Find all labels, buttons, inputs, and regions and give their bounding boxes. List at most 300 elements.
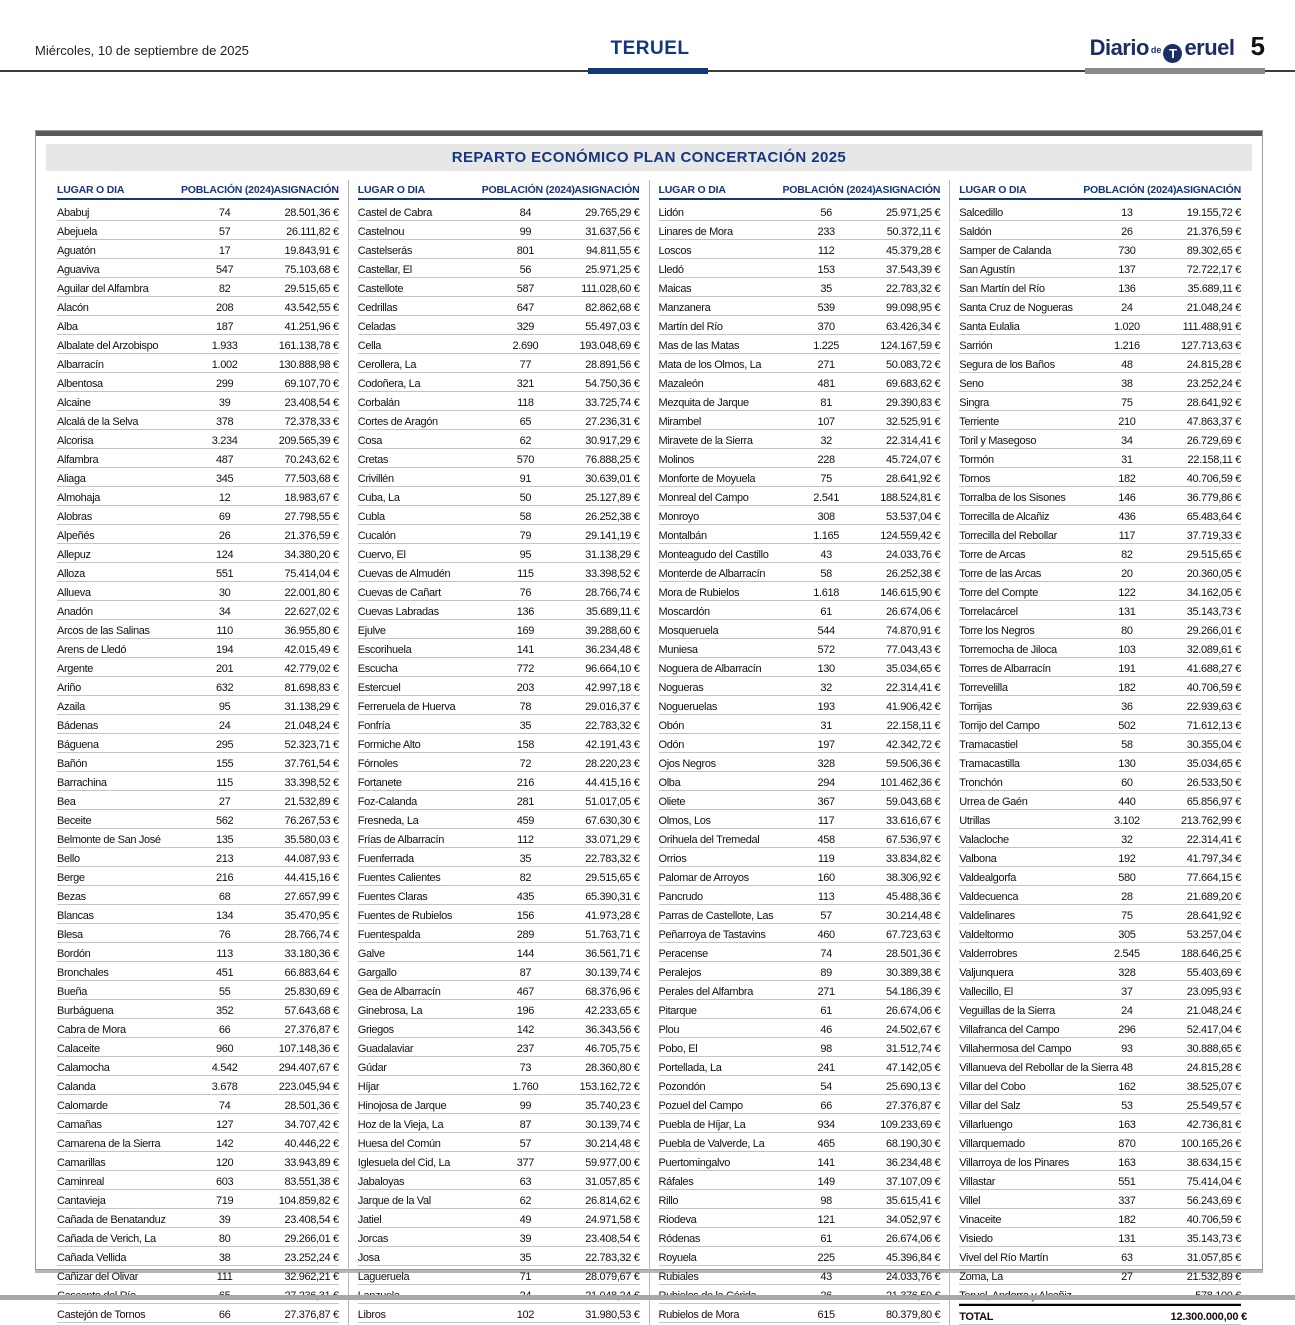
cell-place: Cabra de Mora: [57, 1024, 126, 1036]
table-row: [659, 981, 941, 1000]
table-row: [959, 297, 1241, 316]
cell-assignment: 31.637,56 €: [585, 226, 640, 238]
cell-place: Bañón: [57, 758, 88, 770]
cell-population: 130: [1118, 758, 1136, 770]
table-row: [959, 1133, 1241, 1152]
header-population: POBLACIÓN (2024): [181, 184, 268, 200]
table-row: [57, 1057, 339, 1076]
cell-place: Guadalaviar: [357, 1043, 414, 1055]
table-row: [57, 202, 339, 221]
table-row: [959, 1228, 1241, 1247]
cell-place: Mora de Rubielos: [658, 587, 740, 599]
table-row: [358, 373, 640, 392]
cell-assignment: 18.983,67 €: [284, 492, 339, 504]
cell-assignment: 22.939,63 €: [1186, 701, 1241, 713]
table-row: [57, 791, 339, 810]
cell-population: 77: [519, 359, 532, 371]
cell-assignment: 29.515,65 €: [284, 283, 339, 295]
table-row: [959, 886, 1241, 905]
cell-population: 271: [817, 986, 835, 998]
table-row: [57, 962, 339, 981]
cell-place: Veguillas de la Sierra: [959, 1005, 1055, 1017]
table-row: [659, 829, 941, 848]
cell-population: 82: [1121, 549, 1133, 561]
table-row: [959, 202, 1241, 221]
cell-place: Hinojosa de Jarque: [357, 1100, 447, 1112]
cell-population: 155: [215, 758, 234, 770]
cell-place: Fresneda, La: [357, 815, 419, 827]
cell-assignment: 22.314,41 €: [885, 682, 941, 694]
table-row: [57, 240, 339, 259]
cell-population: 61: [820, 606, 832, 618]
cell-population: 281: [516, 796, 535, 808]
table-row: [659, 202, 941, 221]
cell-place: Cedrillas: [357, 302, 398, 314]
cell-assignment: 41.973,28 €: [585, 910, 640, 922]
cell-assignment: 45.396,84 €: [885, 1252, 941, 1264]
table-row: [659, 1114, 941, 1133]
table-row: [358, 1114, 640, 1133]
cell-population: 539: [817, 302, 835, 314]
table-row: [659, 240, 941, 259]
table-row: [659, 297, 941, 316]
cell-population: 38: [218, 1252, 231, 1264]
table-row: [358, 468, 640, 487]
cell-assignment: 28.079,67 €: [585, 1271, 640, 1283]
cell-place: Galve: [357, 948, 385, 960]
cell-place: Puebla de Híjar, La: [658, 1119, 746, 1131]
cell-place: Lledó: [658, 264, 684, 276]
cell-population: 580: [1118, 872, 1136, 884]
cell-population: 647: [516, 302, 535, 314]
cell-assignment: 130.888,98 €: [278, 359, 339, 371]
cell-assignment: 29.515,65 €: [585, 872, 640, 884]
cell-assignment: 22.783,32 €: [585, 853, 640, 865]
table-row: [57, 696, 339, 715]
cell-place: Calomarde: [57, 1100, 108, 1112]
table-row: [959, 639, 1241, 658]
cell-population: 1.760: [512, 1081, 539, 1093]
table-row: [659, 620, 941, 639]
table-row: [659, 696, 941, 715]
cell-population: 35: [820, 283, 832, 295]
table-row: [57, 601, 339, 620]
table-column-2: [348, 180, 649, 1325]
cell-assignment: 25.549,57 €: [1186, 1100, 1241, 1112]
cell-population: 2.690: [512, 340, 539, 352]
cell-assignment: 50.372,11 €: [886, 226, 941, 238]
table-row: [358, 658, 640, 677]
cell-population: 142: [516, 1024, 535, 1036]
cell-population: 870: [1118, 1138, 1136, 1150]
cell-assignment: 30.917,29 €: [585, 435, 640, 447]
table-row: [57, 468, 339, 487]
table-row: [57, 563, 339, 582]
cell-population: 146: [1118, 492, 1136, 504]
cell-assignment: 68.376,96 €: [585, 986, 640, 998]
header-place: LUGAR O DIA: [358, 184, 482, 200]
logo-text-eruel: eruel: [1184, 35, 1235, 60]
table-row: [358, 677, 640, 696]
cell-place: Ráfales: [658, 1176, 694, 1188]
cell-assignment: 77.503,68 €: [284, 473, 339, 485]
cell-population: 367: [817, 796, 835, 808]
cell-place: Torre los Negros: [959, 625, 1035, 637]
cell-place: Cuevas Labradas: [357, 606, 439, 618]
cell-assignment: 42.736,81 €: [1186, 1119, 1241, 1131]
cell-place: Salcedillo: [959, 207, 1003, 219]
table-row: [57, 867, 339, 886]
cell-population: 294: [817, 777, 835, 789]
cell-assignment: 75.103,68 €: [284, 264, 339, 276]
cell-population: 61: [820, 1005, 832, 1017]
table-row: [57, 335, 339, 354]
cell-population: 112: [817, 245, 835, 257]
cell-population: 213: [215, 853, 234, 865]
cell-place: Tronchón: [959, 777, 1003, 789]
cell-population: 163: [1118, 1119, 1136, 1131]
table-title: REPARTO ECONÓMICO PLAN CONCERTACIÓN 2025: [451, 149, 847, 166]
cell-assignment: 28.891,56 €: [585, 359, 640, 371]
logo-text-diario: Diario: [1089, 35, 1149, 60]
cell-assignment: 72.378,33 €: [284, 416, 339, 428]
cell-population: 63: [519, 1176, 532, 1188]
cell-place: Aliaga: [57, 473, 86, 485]
cell-population: 460: [817, 929, 835, 941]
cell-assignment: 76.267,53 €: [284, 815, 339, 827]
cell-population: 13: [1121, 207, 1133, 219]
table-row: [358, 1076, 640, 1095]
cell-population: 113: [817, 891, 835, 903]
cell-population: 61: [820, 1233, 832, 1245]
table-row: [358, 1247, 640, 1266]
cell-place: Fonfría: [357, 720, 391, 732]
cell-assignment: 31.138,29 €: [585, 549, 640, 561]
table-row: [959, 259, 1241, 278]
cell-place: Fuentes de Rubielos: [357, 910, 452, 922]
cell-place: Villar del Cobo: [959, 1081, 1026, 1093]
cell-assignment: 25.127,89 €: [585, 492, 640, 504]
cell-population: 98: [820, 1195, 832, 1207]
cell-population: 135: [215, 834, 234, 846]
table-row: [57, 848, 339, 867]
cell-place: Estercuel: [357, 682, 401, 694]
cell-population: 587: [516, 283, 535, 295]
table-row: [57, 905, 339, 924]
table-row: [358, 924, 640, 943]
cell-place: Miravete de la Sierra: [658, 435, 753, 447]
cell-assignment: 40.446,22 €: [284, 1138, 339, 1150]
cell-assignment: 22.158,11 €: [886, 720, 941, 732]
cell-place: Tormón: [959, 454, 994, 466]
cell-place: Calanda: [57, 1081, 96, 1093]
cell-population: 66: [218, 1309, 231, 1321]
cell-population: 17: [218, 245, 231, 257]
cell-assignment: 29.141,19 €: [585, 530, 640, 542]
cell-population: 35: [519, 853, 532, 865]
cell-population: 141: [516, 644, 535, 656]
cell-population: 117: [817, 815, 835, 827]
cell-assignment: 26.674,06 €: [885, 1005, 941, 1017]
cell-assignment: 33.616,67 €: [885, 815, 941, 827]
cell-place: Utrillas: [959, 815, 991, 827]
table-row: [358, 316, 640, 335]
header-divider-center-accent: [588, 68, 708, 74]
cell-assignment: 33.180,36 €: [284, 948, 339, 960]
cell-assignment: 89.302,65 €: [1186, 245, 1241, 257]
cell-place: Torrecilla de Alcañiz: [959, 511, 1050, 523]
cell-place: Vivel del Río Martín: [959, 1252, 1049, 1264]
table-row: [659, 601, 941, 620]
cell-assignment: 47.142,05 €: [885, 1062, 941, 1074]
cell-assignment: 43.542,55 €: [284, 302, 339, 314]
table-row: [358, 202, 640, 221]
cell-population: 57: [218, 226, 231, 238]
table-row: [959, 1190, 1241, 1209]
table-row: [57, 1095, 339, 1114]
cell-assignment: 51.017,05 €: [585, 796, 640, 808]
cell-assignment: 82.862,68 €: [585, 302, 640, 314]
cell-population: 74: [218, 1100, 231, 1112]
cell-population: 119: [817, 853, 835, 865]
cell-population: 107: [817, 416, 835, 428]
table-row: [959, 1076, 1241, 1095]
cell-assignment: 72.722,17 €: [1186, 264, 1241, 276]
cell-assignment: 44.415,16 €: [284, 872, 339, 884]
cell-place: Argente: [57, 663, 94, 675]
cell-population: 32: [820, 682, 832, 694]
cell-assignment: 22.158,11 €: [1187, 454, 1241, 466]
cell-assignment: 28.766,74 €: [585, 587, 640, 599]
cell-place: Alacón: [57, 302, 89, 314]
cell-place: Bea: [57, 796, 76, 808]
cell-place: Cuevas de Almudén: [357, 568, 451, 580]
table-row: [659, 544, 941, 563]
table-row: [659, 715, 941, 734]
cell-assignment: 23.252,24 €: [284, 1252, 339, 1264]
table-row: [358, 354, 640, 373]
cell-place: Santa Cruz de Nogueras: [959, 302, 1073, 314]
cell-assignment: 28.641,92 €: [1186, 397, 1241, 409]
cell-place: Cañada Vellida: [57, 1252, 127, 1264]
table-row: [57, 943, 339, 962]
cell-assignment: 104.859,82 €: [278, 1195, 339, 1207]
cell-population: 20: [1121, 568, 1133, 580]
table-row: [659, 1190, 941, 1209]
cell-place: Pobo, El: [658, 1043, 698, 1055]
cell-place: Burbáguena: [57, 1005, 114, 1017]
cell-population: 551: [215, 568, 234, 580]
table-row: [358, 696, 640, 715]
table-row: [358, 430, 640, 449]
cell-assignment: 35.580,03 €: [284, 834, 339, 846]
cell-assignment: 77.664,15 €: [1186, 872, 1241, 884]
cell-assignment: 31.138,29 €: [284, 701, 339, 713]
table-title-band: [46, 144, 1252, 171]
table-row: [57, 981, 339, 1000]
cell-assignment: 71.612,13 €: [1186, 720, 1241, 732]
cell-assignment: 19.843,91 €: [284, 245, 339, 257]
cell-place: Fortanete: [357, 777, 402, 789]
cell-assignment: 294.407,67 €: [278, 1062, 339, 1074]
table-row: [358, 810, 640, 829]
cell-population: 56: [820, 207, 832, 219]
newspaper-logo: [1090, 31, 1265, 62]
cell-place: Torralba de los Sisones: [959, 492, 1066, 504]
table-row: [959, 658, 1241, 677]
cell-assignment: 35.034,65 €: [885, 663, 941, 675]
cell-place: Cortes de Aragón: [357, 416, 438, 428]
cell-place: Bueña: [57, 986, 88, 998]
table-row: [57, 297, 339, 316]
logo-t-icon: T: [1163, 44, 1182, 63]
cell-population: 203: [516, 682, 535, 694]
cell-assignment: 40.706,59 €: [1186, 1214, 1241, 1226]
cell-assignment: 67.536,97 €: [885, 834, 941, 846]
table-row: [57, 886, 339, 905]
table-row: [959, 715, 1241, 734]
cell-place: Castelserás: [357, 245, 412, 257]
cell-place: Foz-Calanda: [357, 796, 417, 808]
cell-assignment: 42.015,49 €: [284, 644, 339, 656]
cell-assignment: 56.243,69 €: [1186, 1195, 1241, 1207]
cell-population: 121: [817, 1214, 835, 1226]
cell-assignment: 36.779,86 €: [1186, 492, 1241, 504]
cell-population: 130: [817, 663, 835, 675]
cell-place: Aguilar del Alfambra: [57, 283, 149, 295]
cell-place: Royuela: [658, 1252, 697, 1264]
table-row: [659, 1133, 941, 1152]
cell-assignment: 35.689,11 €: [1187, 283, 1241, 295]
cell-assignment: 27.657,99 €: [284, 891, 339, 903]
table-row: [358, 259, 640, 278]
cell-population: 160: [817, 872, 835, 884]
cell-place: Gúdar: [357, 1062, 387, 1074]
cell-place: Valbona: [959, 853, 997, 865]
cell-place: Báguena: [57, 739, 99, 751]
cell-assignment: 24.815,28 €: [1186, 1062, 1241, 1074]
cell-population: 1.618: [813, 587, 840, 599]
cell-population: 603: [215, 1176, 234, 1188]
cell-population: 78: [519, 701, 532, 713]
cell-population: 66: [218, 1024, 231, 1036]
cell-population: 3.678: [211, 1081, 238, 1093]
cell-population: 487: [215, 454, 234, 466]
cell-population: 328: [1118, 967, 1136, 979]
table-row: [959, 1247, 1241, 1266]
cell-place: Castellote: [357, 283, 404, 295]
cell-population: 182: [1118, 682, 1136, 694]
cell-assignment: 24.971,58 €: [585, 1214, 640, 1226]
cell-place: Torrijas: [959, 701, 992, 713]
cell-place: Blesa: [57, 929, 83, 941]
cell-population: 237: [516, 1043, 535, 1055]
cell-population: 296: [1118, 1024, 1136, 1036]
cell-assignment: 188.646,25 €: [1180, 948, 1241, 960]
cell-population: 141: [817, 1157, 835, 1169]
cell-place: Calaceite: [57, 1043, 100, 1055]
cell-place: Linares de Mora: [658, 226, 733, 238]
table-row: [659, 1171, 941, 1190]
cell-place: Sarrión: [959, 340, 993, 352]
cell-place: Muniesa: [658, 644, 698, 656]
cell-place: Valacloche: [959, 834, 1009, 846]
cell-place: Villar del Salz: [959, 1100, 1021, 1112]
cell-place: Castellar, El: [357, 264, 412, 276]
cell-assignment: 96.664,10 €: [585, 663, 640, 675]
cell-population: 162: [1118, 1081, 1136, 1093]
table-row: [959, 677, 1241, 696]
cell-population: 54: [820, 1081, 832, 1093]
header-assignment: ASIGNACIÓN: [1171, 184, 1241, 200]
cell-assignment: 32.089,61 €: [1186, 644, 1241, 656]
cell-population: 194: [215, 644, 234, 656]
cell-place: Mata de los Olmos, La: [658, 359, 762, 371]
cell-assignment: 35.740,23 €: [585, 1100, 640, 1112]
cell-place: Martín del Río: [658, 321, 723, 333]
cell-place: Monforte de Moyuela: [658, 473, 756, 485]
cell-assignment: 33.398,52 €: [585, 568, 640, 580]
cell-assignment: 28.501,36 €: [284, 1100, 339, 1112]
table-row: [57, 259, 339, 278]
cell-place: Torre del Compte: [959, 587, 1039, 599]
cell-place: Lagueruela: [357, 1271, 410, 1283]
cell-population: 377: [516, 1157, 535, 1169]
cell-assignment: 146.615,90 €: [880, 587, 941, 599]
table-row: [57, 1228, 339, 1247]
cell-population: 197: [817, 739, 835, 751]
table-row: [659, 1209, 941, 1228]
cell-place: Anadón: [57, 606, 93, 618]
total-row: [959, 1304, 1248, 1325]
cell-assignment: 37.107,09 €: [885, 1176, 941, 1188]
table-row: [57, 677, 339, 696]
cell-assignment: 69.107,70 €: [284, 378, 339, 390]
cell-assignment: 27.236,31 €: [585, 416, 640, 428]
cell-assignment: 94.811,55 €: [586, 245, 640, 257]
cell-place: Puebla de Valverde, La: [658, 1138, 765, 1150]
cell-assignment: 36.234,48 €: [885, 1157, 941, 1169]
cell-population: 228: [817, 454, 835, 466]
cell-population: 149: [817, 1176, 835, 1188]
cell-assignment: 22.783,32 €: [585, 1252, 640, 1264]
cell-place: Singra: [959, 397, 989, 409]
table-row: [959, 373, 1241, 392]
table-row: [959, 905, 1241, 924]
cell-place: Tramacastilla: [959, 758, 1020, 770]
cell-assignment: 41.251,96 €: [284, 321, 339, 333]
cell-place: Cerollera, La: [357, 359, 417, 371]
logo-text-de: de: [1150, 45, 1162, 55]
cell-population: 58: [519, 511, 532, 523]
cell-population: 225: [817, 1252, 835, 1264]
cell-population: 378: [215, 416, 234, 428]
cell-population: 352: [215, 1005, 234, 1017]
cell-assignment: 32.962,21 €: [284, 1271, 339, 1283]
cell-assignment: 22.001,80 €: [284, 587, 339, 599]
cell-population: 191: [1118, 663, 1136, 675]
cell-place: Vinaceite: [959, 1214, 1002, 1226]
cell-population: 65: [519, 416, 532, 428]
cell-assignment: 42.233,65 €: [585, 1005, 640, 1017]
cell-place: Alcaine: [57, 397, 91, 409]
cell-assignment: 36.561,71 €: [585, 948, 640, 960]
cell-population: 308: [817, 511, 835, 523]
table-row: [659, 335, 941, 354]
cell-population: 370: [817, 321, 835, 333]
table-row: [959, 354, 1241, 373]
cell-place: Cañada de Benatanduz: [57, 1214, 166, 1226]
